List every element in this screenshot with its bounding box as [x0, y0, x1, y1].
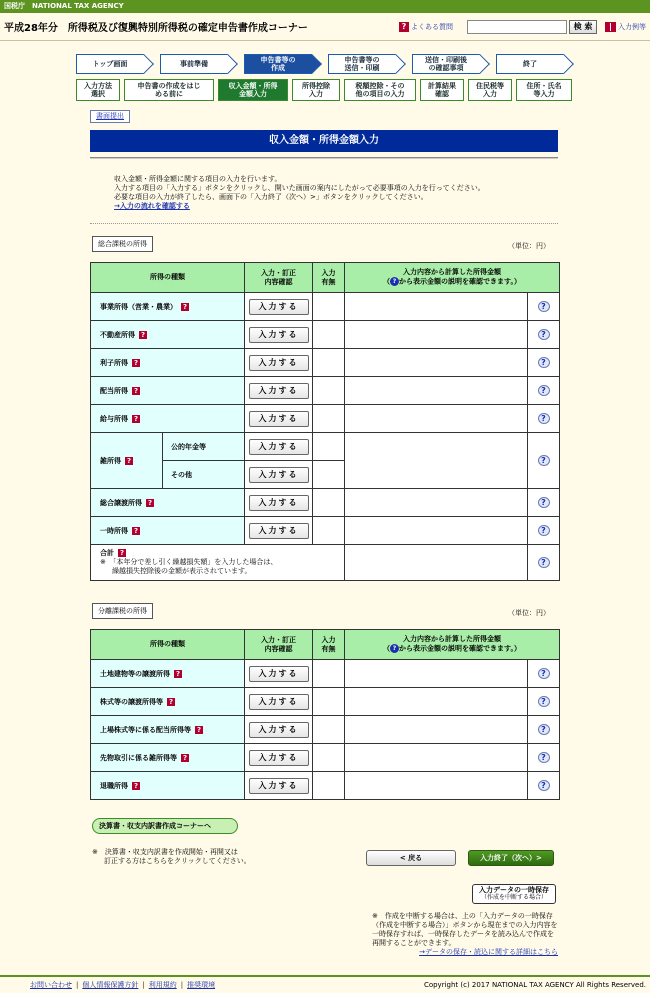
input-cell [245, 293, 313, 321]
header-amount-line1: 入力内容から計算した所得金額 [403, 268, 501, 277]
substep-deduction: 所得控除 入力 [292, 79, 340, 101]
income-name-label: 先物取引に係る雑所得等 [100, 753, 177, 762]
income-name [91, 489, 245, 517]
save-detail-link[interactable]: →データの保存・読込に関する詳細はこちら [419, 948, 558, 956]
input-button[interactable]: 入力する [249, 694, 309, 710]
footer-terms-link[interactable]: 利用規約 [148, 981, 177, 989]
substep-tax-credit: 税額控除・その 他の項目の入力 [344, 79, 416, 101]
help-icon[interactable]: ? [538, 668, 550, 679]
income-name-label: 総合譲渡所得 [100, 498, 142, 507]
input-button[interactable]: 入力する [249, 327, 309, 343]
intro-line: 収入金額・所得金額に関する項目の入力を行います。 [114, 175, 282, 183]
substep-income: 収入金額・所得 金額入力 [218, 79, 288, 101]
section-label-separate: 分離課税の所得 [92, 603, 153, 619]
help-cell [528, 716, 560, 744]
title-bar [0, 13, 650, 41]
status-cell [313, 716, 345, 744]
input-cell [245, 461, 313, 489]
table-row [91, 489, 560, 517]
status-cell [313, 377, 345, 405]
table-row [91, 377, 560, 405]
save-button-label: 入力データの一時保存 [479, 886, 549, 894]
faq-link[interactable] [399, 22, 453, 32]
input-button[interactable]: 入力する [249, 495, 309, 511]
header-amount: 入力内容から計算した所得金額 （ ? から表示金額の説明を確認できます。） [345, 630, 560, 660]
income-name [91, 716, 245, 744]
back-button[interactable]: < 戻る [366, 850, 456, 866]
total-cell [91, 545, 345, 581]
unit-label: （単位：円） [508, 242, 550, 250]
income-name [91, 744, 245, 772]
input-button[interactable]: 入力する [249, 778, 309, 794]
income-name-label: 一時所得 [100, 526, 128, 535]
input-button[interactable]: 入力する [249, 523, 309, 539]
income-name [91, 321, 245, 349]
step-create: 申告書等の 作成 [244, 54, 312, 74]
divider [90, 223, 558, 224]
divider [90, 157, 558, 159]
help-icon[interactable]: ? [538, 329, 550, 340]
header-amount-line2: から表示金額の説明を確認できます。） [399, 277, 521, 286]
footer [0, 975, 650, 993]
input-button[interactable]: 入力する [249, 439, 309, 455]
status-cell [313, 660, 345, 688]
amount-cell [345, 349, 528, 377]
faq-label: よくある質問 [411, 22, 453, 31]
help-icon[interactable]: ? [538, 557, 550, 568]
income-name [91, 433, 163, 489]
step-end: 終了 [496, 54, 564, 74]
header-amount: 入力内容から計算した所得金額 （ ? から表示金額の説明を確認できます。） [345, 263, 560, 293]
income-name-label: 雑所得 [100, 456, 121, 465]
page-title: 収入金額・所得金額入力 [90, 130, 558, 152]
income-subname: 公的年金等 [163, 433, 245, 461]
help-cell [528, 321, 560, 349]
general-income-table [90, 262, 560, 581]
header-status: 入力 有無 [313, 263, 345, 293]
income-name-label: 事業所得（営業・農業） [100, 302, 177, 311]
question-icon[interactable]: ? [182, 753, 188, 762]
input-cell [245, 660, 313, 688]
separate-income-table [90, 629, 560, 800]
kessan-corner-button[interactable]: 決算書・収支内訳書作成コーナーへ [92, 818, 238, 834]
help-cell [528, 517, 560, 545]
question-icon[interactable]: ? [119, 549, 125, 557]
header-amount-line1: 入力内容から計算した所得金額 [403, 635, 501, 644]
save-note-text: ※ 作成を中断する場合は、上の「入力データの一時保存（作成を中断する場合）」ボタンから現在までの入力内容を一時保存すれば、一時保存したデータを読み込んで作成を再開することができます。 [372, 912, 558, 947]
input-cell [245, 744, 313, 772]
header-amount-line2: から表示金額の説明を確認できます。） [399, 644, 521, 653]
footer-privacy-link[interactable]: 個人情報保護方針 [82, 981, 139, 989]
amount-cell [345, 433, 528, 489]
income-name [91, 349, 245, 377]
amount-cell [345, 688, 528, 716]
next-button[interactable]: 入力終了（次へ）> [468, 850, 554, 866]
total-note: ※ 「本年分で差し引く繰越損失額」を入力した場合は、 [100, 558, 278, 566]
table-row [91, 293, 560, 321]
agency-logo: 国税庁 NATIONAL TAX AGENCY [4, 2, 124, 10]
question-icon: ? [399, 22, 409, 32]
status-cell [313, 772, 345, 800]
input-button[interactable]: 入力する [249, 666, 309, 682]
substep-method: 入力方法 選択 [76, 79, 120, 101]
footer-separator: | [76, 981, 79, 989]
table-row [91, 660, 560, 688]
help-cell [528, 433, 560, 489]
question-icon[interactable]: ? [147, 498, 153, 507]
status-cell [313, 489, 345, 517]
temporary-save-button[interactable] [472, 884, 556, 904]
intro-line: 必要な項目の入力が終了したら、画面下の「入力終了（次へ）>」ボタンをクリックしてください。 [114, 193, 428, 201]
status-cell [313, 349, 345, 377]
kessan-note-line: ※ 決算書・収支内訳書を作成開始・再開又は [92, 848, 238, 856]
income-name-label: 株式等の譲渡所得等 [100, 697, 163, 706]
help-icon[interactable]: ? [538, 780, 550, 791]
header-input: 入力・訂正 内容確認 [245, 630, 313, 660]
footer-contact-link[interactable]: お問い合わせ [30, 981, 72, 989]
section-label-general: 総合課税の所得 [92, 236, 153, 252]
help-cell [528, 293, 560, 321]
status-cell [313, 321, 345, 349]
question-icon[interactable]: ? [175, 669, 181, 678]
input-cell [245, 349, 313, 377]
amount-cell [345, 660, 528, 688]
income-name-label: 利子所得 [100, 358, 128, 367]
help-cell [528, 772, 560, 800]
input-button[interactable]: 入力する [249, 722, 309, 738]
status-cell [313, 433, 345, 461]
income-subname: その他 [163, 461, 245, 489]
intro-text [114, 175, 554, 211]
amount-cell [345, 321, 528, 349]
help-icon[interactable]: ? [538, 357, 550, 368]
agency-bar [0, 0, 650, 13]
unit-label: （単位：円） [508, 609, 550, 617]
footer-separator: | [142, 981, 145, 989]
input-button[interactable]: 入力する [249, 467, 309, 483]
amount-cell [345, 744, 528, 772]
question-icon[interactable]: ? [133, 526, 139, 535]
question-icon[interactable]: ? [133, 386, 139, 395]
header-type: 所得の種類 [91, 630, 245, 660]
copyright: Copyright (c) 2017 NATIONAL TAX AGENCY All Rights Reserved. [423, 981, 646, 989]
input-cell [245, 517, 313, 545]
status-cell [313, 517, 345, 545]
amount-cell [345, 489, 528, 517]
input-cell [245, 433, 313, 461]
step-top: トップ画面 [76, 54, 144, 74]
footer-environment-link[interactable]: 推奨環境 [187, 981, 216, 989]
income-name [91, 772, 245, 800]
help-cell [528, 489, 560, 517]
income-name [91, 688, 245, 716]
paper-submit-button[interactable]: 書面提出 [90, 110, 130, 123]
substep-address: 住所・氏名 等入力 [516, 79, 572, 101]
help-small-icon: ? [390, 644, 399, 653]
help-cell [528, 377, 560, 405]
table-row [91, 517, 560, 545]
help-cell [528, 545, 560, 581]
substep-resident-tax: 住民税等 入力 [468, 79, 512, 101]
help-icon[interactable]: ? [538, 724, 550, 735]
table-row [91, 405, 560, 433]
table-row [91, 349, 560, 377]
question-icon[interactable]: ? [196, 725, 202, 734]
footer-separator: | [180, 981, 184, 989]
income-name-label: 不動産所得 [100, 330, 135, 339]
status-cell [313, 461, 345, 489]
step-confirm: 送信・印刷後 の確認事項 [412, 54, 480, 74]
table-row [91, 688, 560, 716]
question-icon[interactable]: ? [133, 414, 139, 423]
input-button[interactable]: 入力する [249, 299, 309, 315]
help-icon[interactable]: ? [538, 413, 550, 424]
total-label: 合計 [100, 549, 114, 557]
search-input[interactable] [467, 20, 567, 34]
question-icon[interactable]: ? [133, 358, 139, 367]
intro-line: 入力する項目の「入力する」ボタンをクリックし、開いた画面の案内にしたがって必要事項の入力を行ってください。 [114, 184, 485, 192]
amount-cell [345, 716, 528, 744]
book-icon [605, 22, 616, 32]
input-button[interactable]: 入力する [249, 355, 309, 371]
search-button[interactable]: 検 索 [569, 20, 597, 34]
income-name [91, 293, 245, 321]
help-icon[interactable]: ? [538, 455, 550, 466]
income-name-label: 土地建物等の譲渡所得 [100, 669, 170, 678]
help-cell [528, 744, 560, 772]
save-note [372, 912, 558, 957]
income-name [91, 405, 245, 433]
input-cell [245, 321, 313, 349]
header-input: 入力・訂正 内容確認 [245, 263, 313, 293]
step-send: 申告書等の 送信・印刷 [328, 54, 396, 74]
amount-cell [345, 293, 528, 321]
kessan-note [92, 848, 292, 866]
help-icon[interactable]: ? [538, 696, 550, 707]
help-icon[interactable]: ? [538, 752, 550, 763]
question-icon[interactable]: ? [126, 456, 132, 465]
status-cell [313, 744, 345, 772]
income-name-label: 上場株式等に係る配当所得等 [100, 725, 191, 734]
step-prepare: 事前準備 [160, 54, 228, 74]
help-cell [528, 349, 560, 377]
flow-link[interactable]: →入力の流れを確認する [114, 202, 190, 210]
income-name [91, 377, 245, 405]
income-name-label: 配当所得 [100, 386, 128, 395]
substep-result: 計算結果 確認 [420, 79, 464, 101]
header-type: 所得の種類 [91, 263, 245, 293]
save-button-sub: （作成を中断する場合） [480, 894, 547, 901]
page-header-title: 平成28年分 所得税及び復興特別所得税の確定申告書作成コーナー [4, 23, 308, 34]
table-row [91, 716, 560, 744]
example-link[interactable] [605, 22, 646, 32]
status-cell [313, 688, 345, 716]
table-row [91, 744, 560, 772]
sub-steps [76, 79, 572, 101]
help-small-icon: ? [390, 277, 399, 286]
income-name-label: 給与所得 [100, 414, 128, 423]
total-note: 繰越損失控除後の金額が表示されています。 [112, 567, 252, 575]
total-row [91, 545, 560, 581]
question-icon[interactable]: ? [168, 697, 174, 706]
table-row [91, 772, 560, 800]
income-name [91, 660, 245, 688]
input-button[interactable]: 入力する [249, 383, 309, 399]
amount-cell [345, 517, 528, 545]
status-cell [313, 405, 345, 433]
input-button[interactable]: 入力する [249, 411, 309, 427]
question-icon[interactable]: ? [140, 330, 146, 339]
table-row [91, 321, 560, 349]
help-cell [528, 660, 560, 688]
table-row [91, 433, 560, 461]
question-icon[interactable]: ? [133, 781, 139, 790]
help-icon[interactable]: ? [538, 301, 550, 312]
amount-cell [345, 545, 528, 581]
question-icon[interactable]: ? [182, 302, 188, 311]
kessan-note-line: 訂正する方はこちらをクリックしてください。 [104, 857, 251, 865]
header-status: 入力 有無 [313, 630, 345, 660]
example-label: 入力例等 [618, 22, 646, 31]
amount-cell [345, 772, 528, 800]
income-name-label: 退職所得 [100, 781, 128, 790]
progress-steps [76, 54, 572, 76]
help-icon[interactable]: ? [538, 497, 550, 508]
income-name [91, 517, 245, 545]
help-cell [528, 688, 560, 716]
input-button[interactable]: 入力する [249, 750, 309, 766]
input-cell [245, 772, 313, 800]
input-cell [245, 489, 313, 517]
status-cell [313, 293, 345, 321]
input-cell [245, 377, 313, 405]
amount-cell [345, 377, 528, 405]
help-icon[interactable]: ? [538, 385, 550, 396]
input-cell [245, 688, 313, 716]
help-icon[interactable]: ? [538, 525, 550, 536]
input-cell [245, 405, 313, 433]
help-cell [528, 405, 560, 433]
amount-cell [345, 405, 528, 433]
substep-before: 申告書の作成をはじ める前に [124, 79, 214, 101]
input-cell [245, 716, 313, 744]
